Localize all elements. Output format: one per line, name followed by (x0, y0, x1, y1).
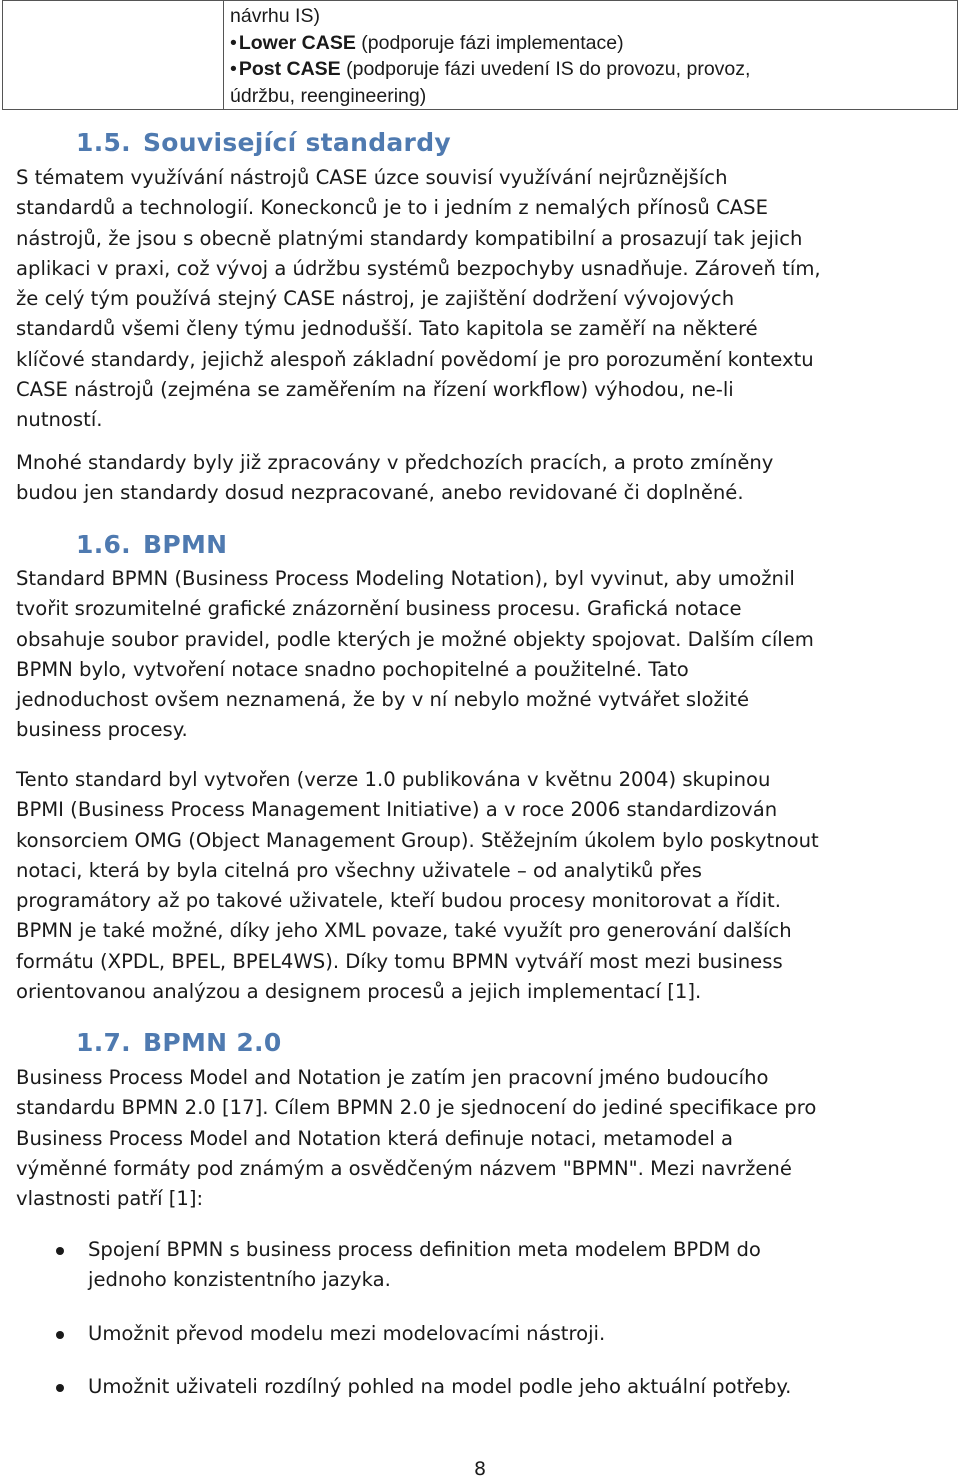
bullet-icon (56, 1384, 64, 1392)
section-title: BPMN (142, 530, 228, 559)
table-empty-cell (3, 1, 224, 110)
text-line: budou jen standardy dosud nezpracované, anebo revidované či doplněné. (16, 481, 744, 505)
table-text-cell (224, 1, 958, 110)
text-line: programátory až po takové uživatele, kteří budou procesy monitorovat a řídit. (16, 889, 781, 913)
text-line: Umožnit uživateli rozdílný pohled na model podle jeho aktuální potřeby. (88, 1374, 792, 1398)
table-bullet-line (230, 30, 957, 57)
section-number: 1.6. (76, 530, 131, 559)
table-line (230, 83, 957, 110)
text-line: výměnné formáty pod známým a osvědčeným názvem "BPMN". Mezi navržené (16, 1156, 792, 1180)
text-line: konsorciem OMG (Object Management Group). Stěžejním úkolem bylo poskytnout (16, 828, 819, 852)
bullet-icon: • (230, 58, 237, 80)
text-line: Business Process Model and Notation která definuje notaci, metamodel a (16, 1126, 734, 1150)
table-line-text: údržbu, reengineering) (230, 84, 427, 107)
text-line: CASE nástrojů (zejména se zaměřením na řízení workflow) výhodou, ne-li (16, 378, 734, 402)
section-heading (76, 530, 227, 559)
table-line-text: (podporuje fázi uvedení IS do provozu, provoz, (340, 58, 751, 80)
bullet-list (16, 1235, 951, 1402)
text-line: že celý tým používá stejný CASE nástroj, je zajištění dodržení vývojových (16, 287, 735, 311)
text-line: Spojení BPMN s business process definition meta modelem BPDM do (88, 1238, 761, 1261)
list-item (16, 1235, 951, 1296)
text-line: BPMI (Business Process Management Initiative) a v roce 2006 standardizován (16, 798, 778, 822)
text-line: standardů všemi členy týmu jednodušší. Tato kapitola se zaměří na některé (16, 317, 758, 341)
list-item (16, 1319, 951, 1349)
list-item (16, 1372, 951, 1402)
paragraph (16, 1063, 951, 1214)
table-line (230, 3, 957, 30)
text-line: tvořit srozumitelné grafické znázornění business procesu. Grafická notace (16, 597, 742, 621)
table-line-text: (podporuje fázi implementace) (355, 31, 624, 54)
section-title: Související standardy (142, 128, 451, 157)
text-line: Tento standard byl vytvořen (verze 1.0 publikována v květnu 2004) skupinou (16, 768, 771, 791)
text-line: obsahuje soubor pravidel, podle kterých je možné objekty spojovat. Dalším cílem (16, 627, 814, 651)
text-line: Standard BPMN (Business Process Modeling Notation), byl vyvinut, aby umožnil (16, 567, 795, 590)
text-line: nástrojů, že jsou s obecně platnými standardy kompatibilní a prosazují tak jejich (16, 226, 803, 250)
text-line: jednoduchost ovšem neznamená, že by v ní nebylo možné vytvářet složité (16, 688, 750, 712)
table-bullet-line (230, 56, 957, 83)
section-number: 1.7. (76, 1028, 131, 1057)
paragraph (16, 448, 951, 509)
text-line: S tématem využívání nástrojů CASE úzce souvisí využívání nejrůznějších (16, 166, 728, 189)
text-line: vlastnosti patří [1]: (16, 1187, 204, 1211)
continuation-table (2, 0, 958, 110)
text-line: Umožnit převod modelu mezi modelovacími nástroji. (88, 1321, 606, 1345)
table-line-bold: Lower CASE (238, 31, 356, 54)
section-heading (76, 1028, 282, 1057)
text-line: jednoho konzistentního jazyka. (88, 1268, 391, 1292)
text-line: standardu BPMN 2.0 [17]. Cílem BPMN 2.0 je sjednocení do jediné specifikace pro (16, 1096, 817, 1120)
text-line: BPMN bylo, vytvoření notace snadno pochopitelné a použitelné. Tato (16, 657, 689, 681)
paragraph (16, 765, 951, 1007)
text-line: orientovanou analýzou a designem procesů a jejich implementací [1]. (16, 980, 702, 1004)
section-number: 1.5. (76, 128, 131, 157)
paragraph (16, 163, 951, 436)
text-line: formátu (XPDL, BPEL, BPEL4WS). Díky tomu BPMN vytváří most mezi business (16, 949, 783, 973)
text-line: BPMN je také možné, díky jeho XML povaze, také využít pro generování dalších (16, 919, 792, 943)
table-line-text: návrhu IS) (230, 5, 320, 27)
text-line: standardů a technologií. Koneckonců je to i jedním z nemalých přínosů CASE (16, 196, 768, 220)
text-line: Mnohé standardy byly již zpracovány v předchozích pracích, a proto zmíněny (16, 451, 774, 474)
paragraph (16, 564, 951, 746)
text-line: klíčové standardy, jejichž alespoň základní povědomí je pro porozumění kontextu (16, 347, 814, 371)
text-line: nutností. (16, 408, 103, 432)
text-line: aplikaci v praxi, což vývoj a údržbu systémů bezpochyby usnadňuje. Zároveň tím, (16, 256, 821, 280)
bullet-icon (56, 1331, 64, 1339)
text-line: notaci, která by byla citelná pro všechny uživatele – od analytiků přes (16, 858, 702, 882)
text-line: business procesy. (16, 718, 188, 742)
table-line-bold: Post CASE (238, 58, 341, 80)
bullet-icon (56, 1247, 64, 1255)
bullet-icon: • (230, 31, 237, 54)
section-title: BPMN 2.0 (142, 1028, 282, 1057)
page-number: 8 (473, 1458, 487, 1480)
section-heading (76, 128, 451, 157)
text-line: Business Process Model and Notation je zatím jen pracovní jméno budoucího (16, 1066, 769, 1089)
